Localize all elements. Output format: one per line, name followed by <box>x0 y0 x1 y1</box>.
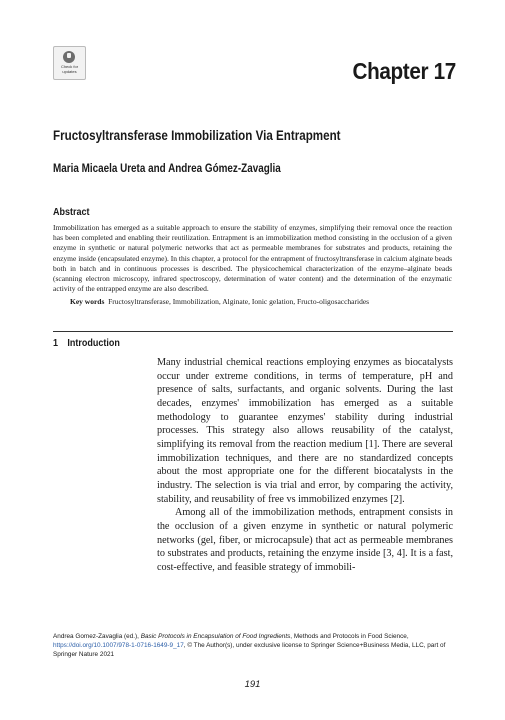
keywords-label: Key words <box>70 297 105 306</box>
keywords-text: Fructosyltransferase, Immobilization, Alginate, Ionic gelation, Fructo-oligosaccharides <box>108 297 370 306</box>
intro-body <box>157 356 453 575</box>
section-divider <box>53 331 453 332</box>
chapter-label: Chapter 17 <box>352 58 456 84</box>
chapter-title: Fructosyltransferase Immobilization Via Entrapment <box>53 128 341 143</box>
footer-rights: , © The Author(s), under exclusive license to Springer Science+Business Media, LLC, part of Springer Nature 2021 <box>53 642 446 658</box>
check-for-updates-badge[interactable] <box>53 46 86 80</box>
page-number: 191 <box>244 679 261 690</box>
authors: Maria Micaela Ureta and Andrea Gómez-Zavaglia <box>53 163 281 175</box>
keywords <box>70 297 369 306</box>
section-number: 1 <box>53 338 59 349</box>
footer-series: , Methods and Protocols in Food Science, <box>290 633 409 640</box>
intro-paragraph-1: Many industrial chemical reactions employing enzymes as biocatalysts occur under extreme conditions, in terms of temperature, pH and presence of salts, surfactants, and organic solvents. During the last decades, enzymes' immobilization has emerged as a suitable methodology to guarantee enzymes' stability during industrial processes. This strategy also allows reusability of the catalyst, simplifying its removal from the reaction medium [1]. There are several immobilization techniques, and there are no standardized concepts about the most appropriate one for the different biocatalysts in the industry. The selection is via trial and error, by comparing the activity, stability, and reusability of free vs immobilized enzymes [2]. <box>157 357 453 505</box>
abstract-text: Immobilization has emerged as a suitable approach to ensure the stability of enzymes, simplifying their removal once the reaction has been completed and enabling their reutilization. Entrapment is an immobilization method consisting in the occlusion of a given enzyme in synthetic or natural polymeric networks that act as permeable membranes for substrates and products, retaining the enzyme inside (encapsulated enzyme). In this chapter, a protocol for the entrapment of fructosyltransferase in calcium alginate beads both in batch and in continuous processes is described. The physicochemical characterization of the enzyme–alginate beads (scanning electron microscopy, infrared spectroscopy, determination of water content) and the determination of the enzymatic activity of the entrapped enzyme are also described. <box>53 223 452 294</box>
intro-paragraph-2: Among all of the immobilization methods, entrapment consists in the occlusion of a given enzyme in synthetic or natural polymeric networks (gel, fiber, or microcapsule) that act as permeable membranes to substrates and products, retaining the enzyme inside [3, 4]. It is a fast, cost-effective, and feasible strategy of immobili- <box>157 507 453 573</box>
doi-link[interactable]: https://doi.org/10.1007/978-1-0716-1649-9_17 <box>53 642 184 649</box>
footer-book-title: Basic Protocols in Encapsulation of Food Ingredients <box>140 633 291 640</box>
badge-label: Check for updates <box>60 64 79 74</box>
footer-editor: Andrea Gomez-Zavaglia (ed.), <box>53 633 141 640</box>
abstract-heading: Abstract <box>53 207 90 218</box>
section-heading <box>53 338 120 349</box>
citation-footer <box>53 632 463 659</box>
update-icon <box>63 51 75 63</box>
abstract-body <box>53 223 452 294</box>
section-title: Introduction <box>67 338 120 349</box>
